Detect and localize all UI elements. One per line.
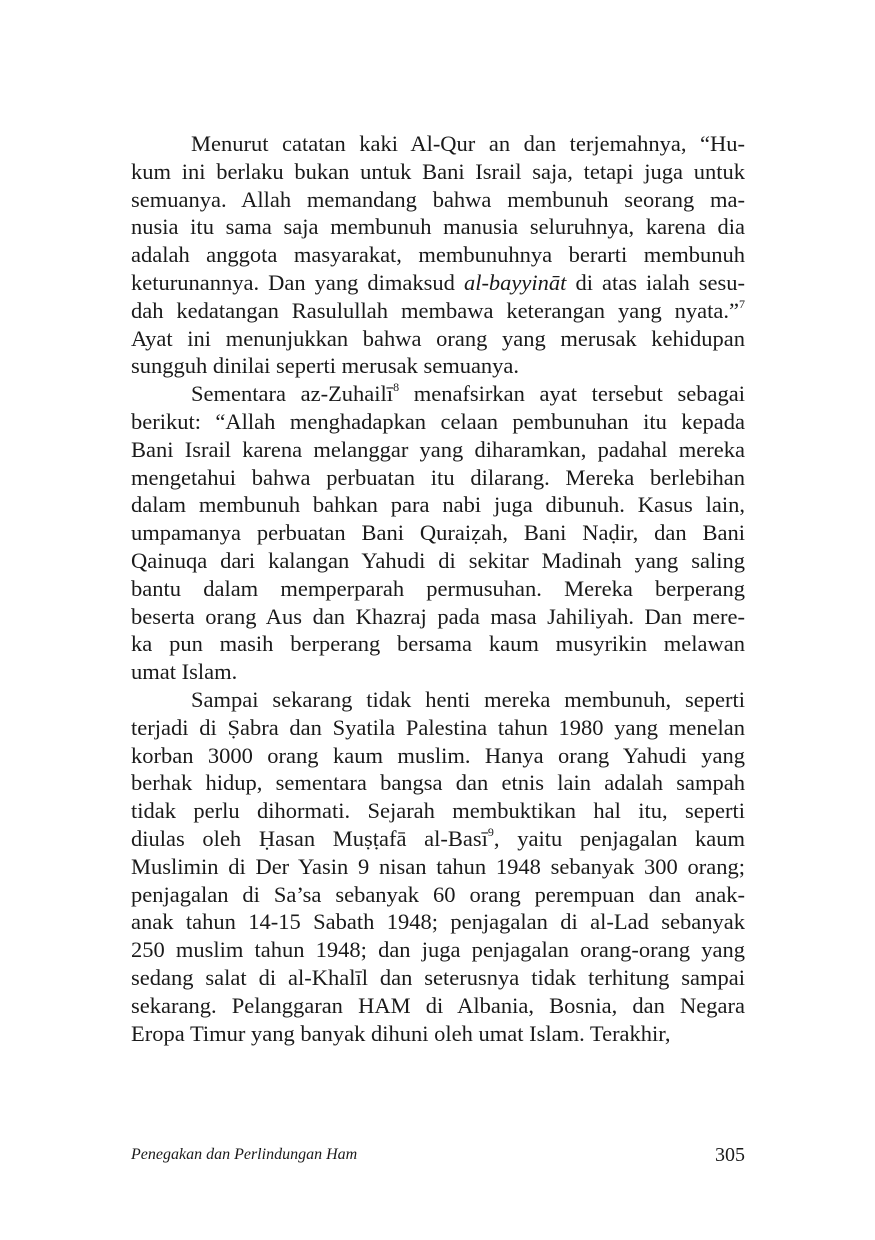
text-line xyxy=(131,936,745,964)
text-line xyxy=(131,464,745,492)
paragraph xyxy=(131,686,745,1047)
italic-term: al-bayyināt xyxy=(463,269,567,295)
text-run: dah kedatangan Rasulullah membawa keterangan yang nyata.” xyxy=(131,297,739,323)
text-line xyxy=(131,352,745,380)
text-line xyxy=(131,213,745,241)
text-run: korban 3000 orang kaum muslim. Hanya orang Yahudi yang xyxy=(131,742,745,768)
text-line xyxy=(131,964,745,992)
text-line xyxy=(131,380,745,408)
text-run: mengetahui bahwa perbuatan itu dilarang. Mereka berlebihan xyxy=(131,464,745,490)
text-line xyxy=(131,797,745,825)
page-footer xyxy=(131,1146,745,1172)
page-body xyxy=(131,130,745,1047)
page-number: 305 xyxy=(715,1144,745,1166)
text-run: Menurut catatan kaki Al-Qur an dan terjemahnya, “Hu- xyxy=(191,131,745,156)
text-run: kum ini berlaku bukan untuk Bani Israil saja, tetapi juga untuk xyxy=(131,158,745,184)
running-footer-title: Penegakan dan Perlindungan Ham xyxy=(131,1146,358,1163)
text-run: di atas ialah sesu- xyxy=(566,269,746,295)
text-run: Bani Israil karena melanggar yang diharamkan, padahal mereka xyxy=(131,436,745,462)
text-line xyxy=(131,491,745,519)
text-line xyxy=(131,908,745,936)
text-line xyxy=(131,408,745,436)
text-run: Sementara az-Zuhailī xyxy=(191,381,394,407)
text-run: adalah anggota masyarakat, membunuhnya berarti membunuh xyxy=(131,242,745,268)
text-line xyxy=(131,881,745,909)
text-line xyxy=(131,130,745,158)
text-run: sungguh dinilai seperti merusak semuanya. xyxy=(131,353,520,379)
text-run: menafsirkan ayat tersebut sebagai xyxy=(399,381,746,407)
text-line xyxy=(131,297,745,325)
text-line xyxy=(131,853,745,881)
text-run: berikut: “Allah menghadapkan celaan pembunuhan itu kepada xyxy=(131,408,745,434)
text-run: Sampai sekarang tidak henti mereka membunuh, seperti xyxy=(191,686,745,712)
text-run: terjadi di Ṣabra dan Syatila Palestina tahun 1980 yang menelan xyxy=(131,714,745,740)
paragraph xyxy=(131,380,745,686)
text-run: 250 muslim tahun 1948; dan juga penjagalan orang-orang yang xyxy=(131,937,745,963)
text-run: keturunannya. Dan yang dimaksud xyxy=(131,269,464,295)
text-run: anak tahun 14-15 Sabath 1948; penjagalan di al-Lad sebanyak xyxy=(131,909,745,935)
text-run: beserta orang Aus dan Khazraj pada masa Jahiliyah. Dan mere- xyxy=(131,603,745,629)
text-run: sekarang. Pelanggaran HAM di Albania, Bosnia, dan Negara xyxy=(131,992,745,1018)
text-run: ka pun masih berperang bersama kaum musyrikin melawan xyxy=(131,631,745,657)
text-line xyxy=(131,992,745,1020)
text-line xyxy=(131,158,745,186)
text-line xyxy=(131,269,745,297)
text-line xyxy=(131,436,745,464)
text-run: sedang salat di al-Khalīl dan seterusnya tidak terhitung sampai xyxy=(131,964,745,990)
text-run: umpamanya perbuatan Bani Quraiẓah, Bani Naḍir, dan Bani xyxy=(131,520,745,546)
footnote-marker: 7 xyxy=(739,296,745,311)
paragraph xyxy=(131,130,745,380)
text-line xyxy=(131,186,745,214)
text-line xyxy=(131,575,745,603)
text-line xyxy=(131,742,745,770)
text-line xyxy=(131,547,745,575)
text-run: nusia itu sama saja membunuh manusia seluruhnya, karena dia xyxy=(131,214,745,240)
text-line xyxy=(131,1020,745,1048)
text-line xyxy=(131,825,745,853)
text-line xyxy=(131,630,745,658)
text-run: penjagalan di Sa’sa sebanyak 60 orang perempuan dan anak- xyxy=(131,881,745,907)
text-line xyxy=(131,519,745,547)
text-run: umat Islam. xyxy=(131,659,238,685)
text-run: dalam membunuh bahkan para nabi juga dibunuh. Kasus lain, xyxy=(131,492,745,518)
text-run: Muslimin di Der Yasin 9 nisan tahun 1948 sebanyak 300 orang; xyxy=(131,853,745,879)
text-line xyxy=(131,686,745,714)
text-run: Eropa Timur yang banyak dihuni oleh umat Islam. Terakhir, xyxy=(131,1020,671,1046)
text-line xyxy=(131,658,745,686)
text-run: , yaitu penjagalan kaum xyxy=(493,825,745,851)
text-line xyxy=(131,603,745,631)
text-run: berhak hidup, sementara bangsa dan etnis lain adalah sampah xyxy=(131,770,745,796)
text-line xyxy=(131,241,745,269)
footnote-marker: 8 xyxy=(393,380,400,395)
text-run: Ayat ini menunjukkan bahwa orang yang merusak kehidupan xyxy=(131,325,745,351)
text-run: diulas oleh Ḥasan Muṣṭafā al-Basī xyxy=(131,825,488,851)
text-line xyxy=(131,325,745,353)
text-line xyxy=(131,769,745,797)
footnote-marker: 9 xyxy=(487,824,494,839)
text-run: semuanya. Allah memandang bahwa membunuh seorang ma- xyxy=(131,186,745,212)
text-run: Qainuqa dari kalangan Yahudi di sekitar Madinah yang saling xyxy=(131,547,745,573)
text-line xyxy=(131,714,745,742)
text-run: tidak perlu dihormati. Sejarah membuktikan hal itu, seperti xyxy=(131,798,745,824)
text-run: bantu dalam memperparah permusuhan. Mereka berperang xyxy=(131,575,745,601)
